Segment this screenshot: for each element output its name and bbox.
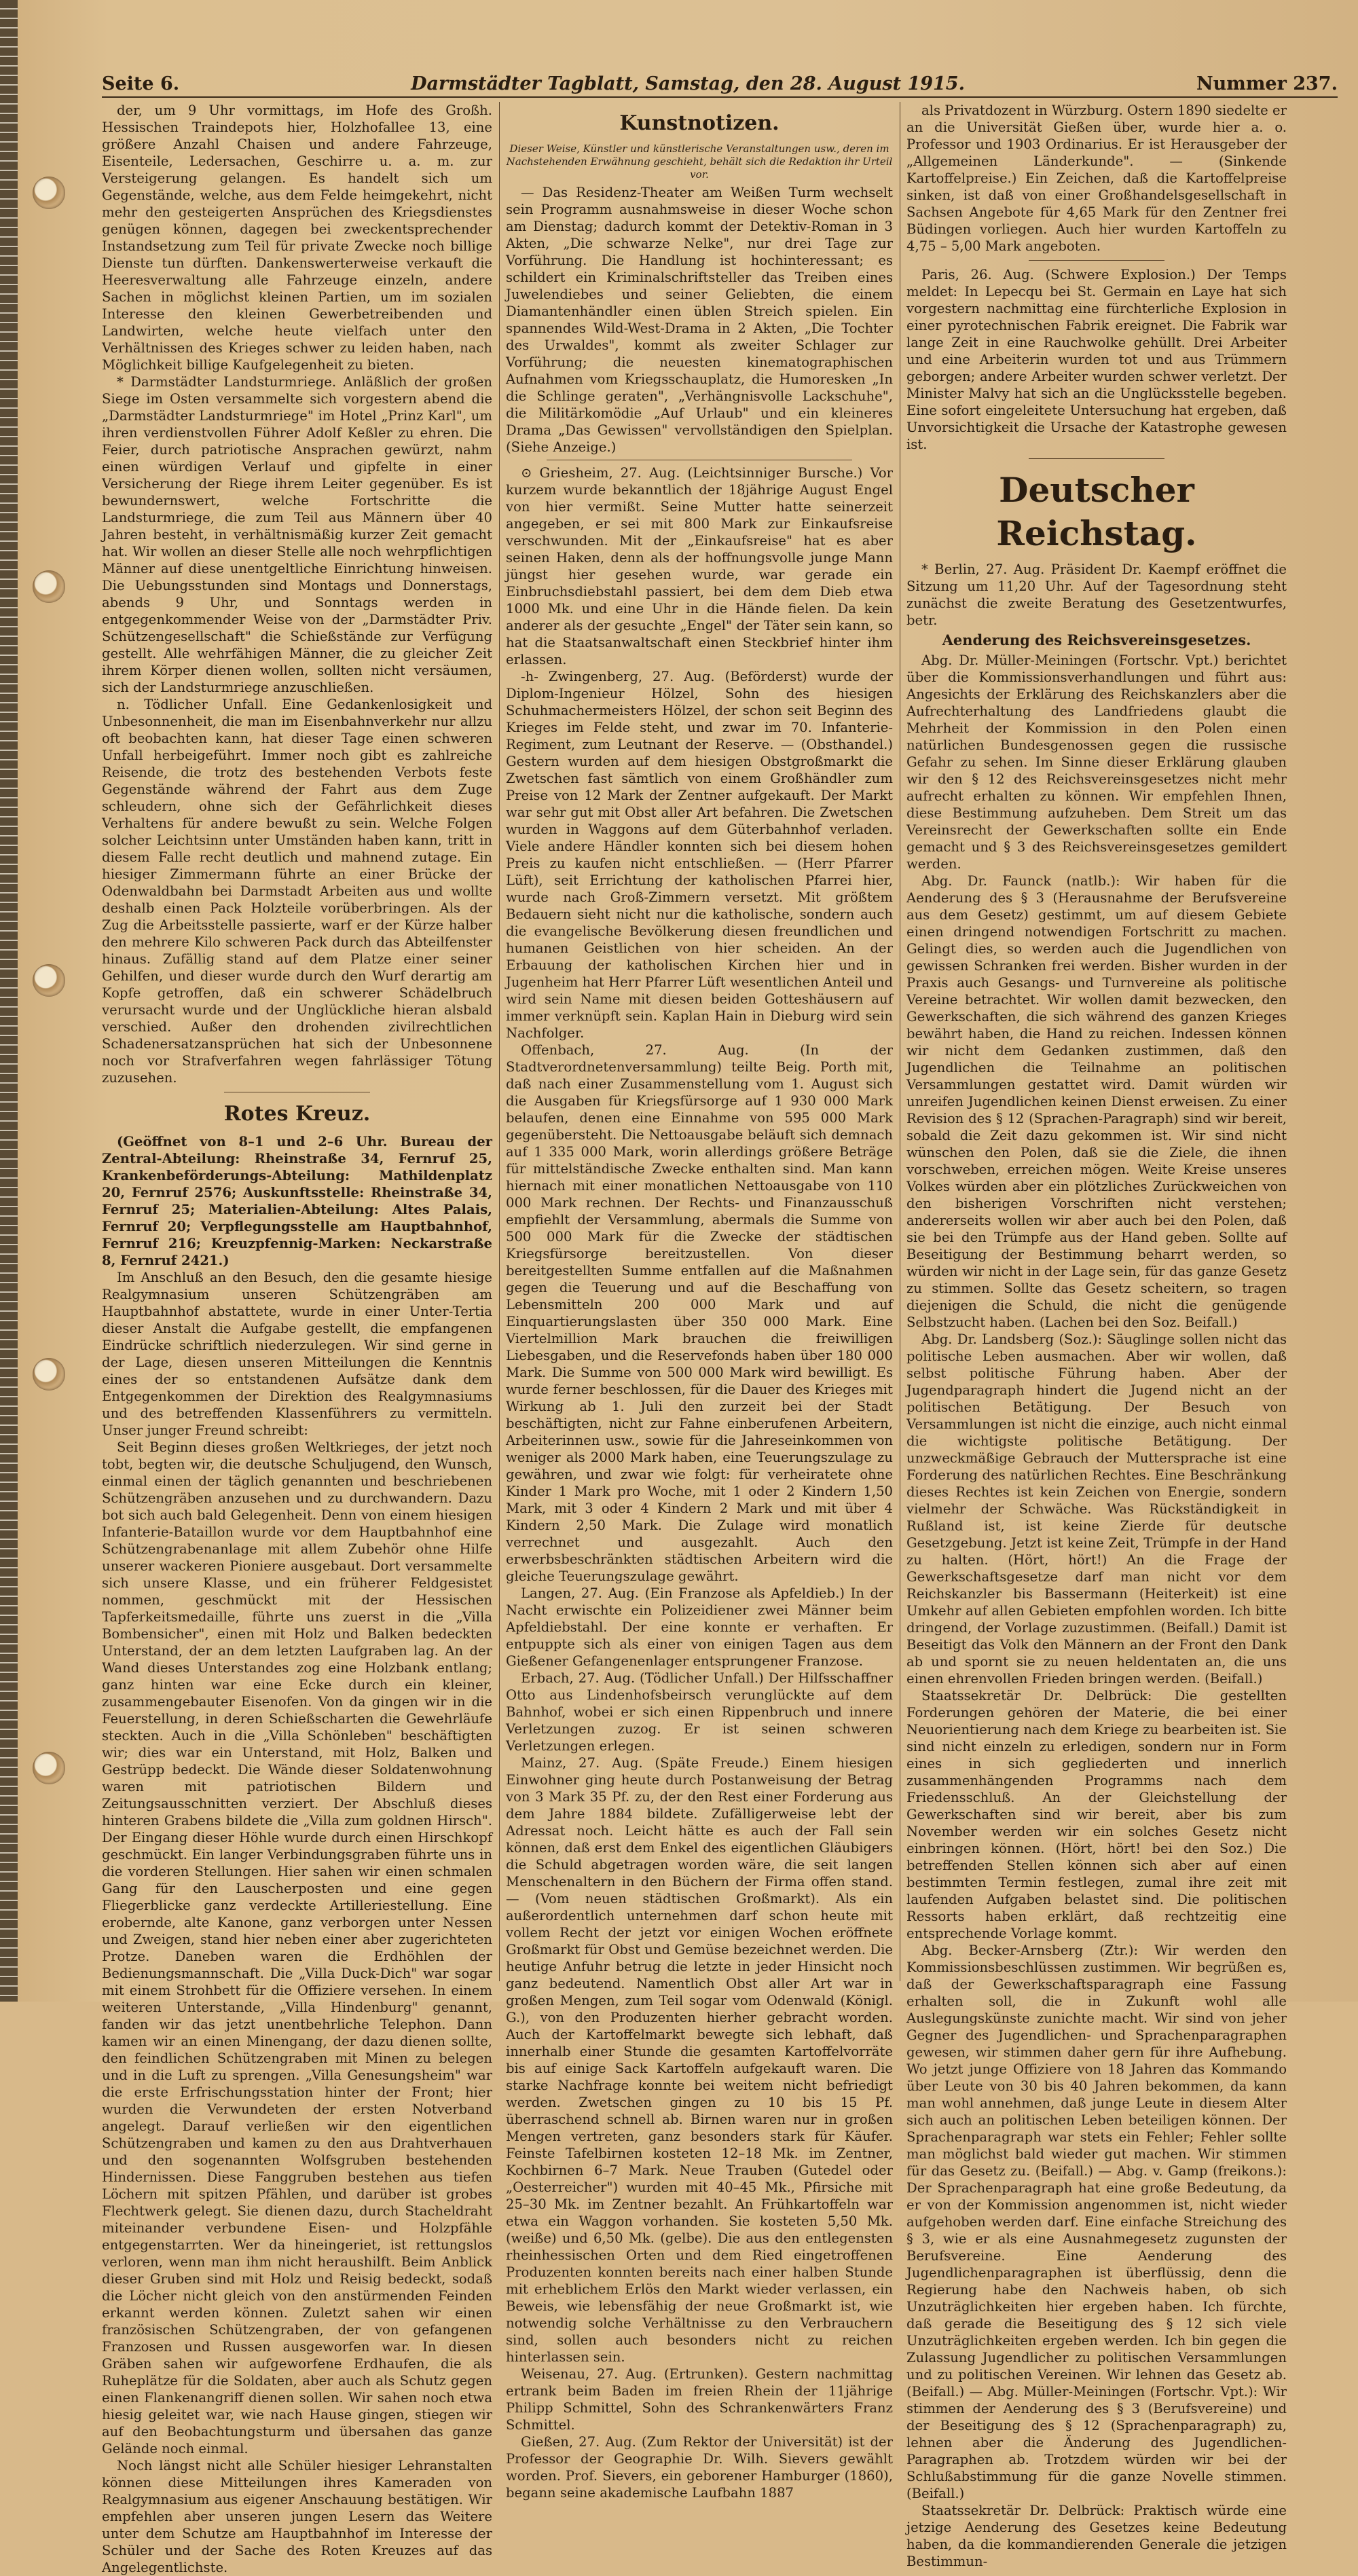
article-paragraph: n. Tödlicher Unfall. Eine Gedankenlosigkeit und Unbesonnenheit, die man im Eisenbahnverkehr nur allzu oft beobachten kann, hat dieser Tage einen schweren Unfall herbeigeführt. Immer noch gibt es zahlreiche Reisende, die trotz des bestehenden Verbots feste Gegenstände während der Fahrt aus dem Zuge schleudern, ohne sich der Gefährlichkeit dieses Verhaltens für andere bewußt zu sein. Welche Folgen solcher Leichtsinn unter Umständen haben kann, tritt in diesem Falle recht deutlich und mahnend zutage. Ein hiesiger Zimmermann führte an einer Brücke der Odenwaldbahn bei Darmstadt Arbeiten aus und wollte deshalb einen Pack Holzteile vorüberbringen. Als der Zug die Arbeitsstelle passierte, warf er der Kürze halber den mehrere Kilo schweren Pack durch das Abteilfenster hinaus. Zufällig stand auf dem Platze einer seiner Gehilfen, und dieser wurde durch den Wurf derartig am Kopfe getroffen, daß ein schwerer Schädelbruch verursacht wurde und der Unglückliche hieran alsbald verschied. Außer den drohenden zivilrechtlichen Schadenersatzansprüchen hat sich der Unbesonnene noch vor Strafverfahren wegen fahrlässiger Tötung zuzusehen. bbox=[102, 697, 492, 1086]
article-paragraph: Abg. Becker-Arnsberg (Ztr.): Wir werden den Kommissionsbeschlüssen zustimmen. Wir begrüßen es, daß der Gewerkschaftsparagraph eine Fassung erhalten soll, die in Zukunft wohl alle Auslegungskünste zunichte macht. Wir sind von jeher Gegner des Jugendlichen- und Sprachenparagraphen gewesen, wir stimmen daher gern für ihre Aufhebung. Wo jetzt junge Offiziere von 18 Jahren das Kommando über Leute von 30 bis 40 Jahren bekommen, da kann man wohl annehmen, daß junge Leute in diesem Alter sich auch an politischen Leben beteiligen können. Der Sprachenparagraph war stets ein Fehler; Fehler sollte man möglichst bald wieder gut machen. Wir stimmen für das Gesetz zu. (Beifall.) — Abg. v. Gamp (freikons.): Der Sprachenparagraph hat eine große Bedeutung, da er von der Kommission angenommen ist, nicht wieder aufgehoben werden darf. Eine einfache Streichung des § 3, wie er als eine Ausnahmegesetz zugunsten der Berufsvereine. Eine Aenderung des Jugendlichenparagraphen ist überflüssig, denn die Regierung habe den Nachweis haben, ob sich Unzuträglichkeiten hier ergeben haben. Ich fürchte, daß gerade die Beseitigung des § 12 sich viele Unzuträglichkeiten ergeben werden. Ich bin gegen die Zulassung Jugendlicher zu politischen Versammlungen und zu politischen Vereinen. Wir lehnen das Gesetz ab. (Beifall.) — Abg. Müller-Meiningen (Fortschr. Vpt.): Wir stimmen der Aenderung des § 3 (Berufsvereine) und der Beseitigung des § 12 (Sprachenparagraph) zu, lehnen aber die Änderung des Jugendlichen-Paragraphen ab. Trotzdem würden wir bei der Schlußabstimmung für die ganze Novelle stimmen. (Beifall.) bbox=[906, 1943, 1287, 2501]
column-1 bbox=[102, 102, 492, 2575]
article-paragraph: * Berlin, 27. Aug. Präsident Dr. Kaempf eröffnet die Sitzung um 11,20 Uhr. Auf der Tagesordnung steht zunächst die zweite Beratung des Gesetzentwurfes, betr. bbox=[906, 562, 1287, 628]
article-paragraph: Staatssekretär Dr. Delbrück: Praktisch würde eine jetzige Aenderung des Gesetzes keine Bedeutung haben, da die kommandierenden Generale die jetzigen Bestimmun- bbox=[906, 2503, 1287, 2569]
article-paragraph: Gießen, 27. Aug. (Zum Rektor der Universität) ist der Professor der Geographie Dr. Wilh. Sievers gewählt worden. Prof. Sievers, ein geborener Hamburger (1860), begann seine akademische Laufbahn 1887 bbox=[506, 2434, 893, 2501]
article-paragraph: der, um 9 Uhr vormittags, im Hofe des Großh. Hessischen Traindepots hier, Holzhofallee 13, eine größere Anzahl Chaisen und andere Fahrzeuge, Eisenteile, Ledersachen, Geschirre u. a. m. zur Versteigerung gelangen. Es handelt sich um Gegenstände, welche, aus dem Felde heimgekehrt, nicht mehr den gesteigerten Ansprüchen des Kriegsdienstes genügen können, dagegen bei zweckentsprechender Instandsetzung zum Teil für private Zwecke noch billige Dienste tun dürften. Dankenswerterweise verkauft die Heeresverwaltung alle Fahrzeuge einzeln, andere Sachen in möglichst kleinen Partien, um im sozialen Interesse den kleinen Gewerbetreibenden und Landwirten, welche heute vielfach unter den Verhältnissen des Krieges schwer zu leiden haben, nach Möglichkeit billige Kaufgelegenheit zu bieten. bbox=[102, 103, 492, 373]
article-paragraph: Im Anschluß an den Besuch, den die gesamte hiesige Realgymnasium unseren Schützengräben am Hauptbahnhof abstattete, wurde in einer Unter-Tertia dieser Anstalt die Aufgabe gestellt, die empfangenen Eindrücke schriftlich niederzulegen. Wir sind gerne in der Lage, diesen unseren Mitteilungen die Kenntnis eines der so entstandenen Aufsätze dank dem Entgegenkommen der Direktion des Realgymnasiums und des betreffenden Klassenführers zu vermitteln. Unser junger Freund schreibt: bbox=[102, 1270, 492, 1438]
article-paragraph: Noch längst nicht alle Schüler hiesiger Lehranstalten können diese Mitteilungen ihres Kameraden von Realgymnasium aus eigener Anschauung bestätigen. Wir empfehlen aber unseren jungen Lesern das Weitere unter dem Schutze am Hauptbahnhof im Interesse der Schüler und der Sache des Roten Kreuzes auf das Angelegentlichste. bbox=[102, 2458, 492, 2575]
article-paragraph: Langen, 27. Aug. (Ein Franzose als Apfeldieb.) In der Nacht erwischte ein Polizeidiener zwei Männer beim Apfeldiebstahl. Der eine konnte er verhaften. Er entpuppte sich als einer von einigen Tagen aus dem Gießener Gefangenenlager entsprungener Franzose. bbox=[506, 1585, 893, 1669]
article-paragraph: als Privatdozent in Würzburg. Ostern 1890 siedelte er an die Universität Gießen über, wurde hier a. o. Professor und 1903 Ordinarius. Er ist Herausgeber der „Allgemeinen Länderkunde". — (Sinkende Kartoffelpreise.) Ein Zeichen, daß die Kartoffelpreise sinken, ist daß von einer Großhandelsgesellschaft in Sachsen Angebote für 4,65 Mark für den Zentner frei Büdingen vorliegen. Auch hier wurden Kartoffeln zu 4,75 – 5,00 Mark angeboten. bbox=[906, 103, 1287, 254]
article-paragraph: Mainz, 27. Aug. (Späte Freude.) Einem hiesigen Einwohner ging heute durch Postanweisung der Betrag von 3 Mark 35 Pf. zu, der den Rest einer Forderung aus dem Jahre 1884 bildete. Zufälligerweise lebt der Adressat noch. Leicht hätte es auch der Fall sein können, daß erst dem Enkel des eigentlichen Gläubigers die Schuld abgetragen worden wäre, die seit langen Menschenaltern in den Büchern der Firma offen stand. — (Vom neuen städtischen Großmarkt). Als ein außerordentlich unternehmen darf schon heute mit vollem Recht der jetzt vor einigen Wochen eröffnete Großmarkt für Obst und Gemüse bezeichnet werden. Die heutige Anfuhr betrug die letzte in jeder Hinsicht noch ganz bedeutend. Namentlich Obst aller Art war in großen Mengen, zum Teil sogar vom Odenwald (Königl. G.), von den Produzenten hierher gebracht worden. Auch der Kartoffelmarkt bewegte sich lebhaft, daß innerhalb einer Stunde die gesamten Kartoffelvorräte bis auf einige Sack Kartoffeln aufgekauft waren. Die starke Nachfrage konnte bei weitem nicht befriedigt werden. Zwetschen gingen zu 10 bis 15 Pf. überraschend schnell ab. Birnen waren nur in großen Mengen vertreten, ganz besonders stark für Käufer. Feinste Tafelbirnen kosteten 12–18 Mk. im Zentner, Kochbirnen 6–7 Mark. Neue Trauben (Gutedel oder „Oesterreicher") wurden mit 40–45 Mk., Pfirsiche mit 25–30 Mk. im Zentner bezahlt. An Frühkartoffeln war etwa ein Waggon vorhanden. Sie kosteten 5,50 Mk. (weiße) und 6,50 Mk. (gelbe). Die aus den entlegensten rheinhessischen Orten und dem Ried eingetroffenen Produzenten konnten bereits nach einer halben Stunde mit erheblichem Erlös den Markt wieder verlassen, ein Beweis, wie lebensfähig der neue Großmarkt ist, wie notwendig solche Verhältnisse zu den Verbrauchern sind, sollen auch besonders nicht zu reichen hinterlassen sein. bbox=[506, 1755, 893, 2365]
page-header bbox=[102, 73, 1338, 98]
article-paragraph: Abg. Dr. Landsberg (Soz.): Säuglinge sollen nicht das politische Leben ausmachen. Aber wir wollen, daß selbst politische Führung haben. Aber der Jugendparagraph hindert die Jugend nicht an der politischen Betätigung. Der Besuch von Versammlungen ist nicht die einzige, auch nicht einmal die wichtigste politische Betätigung. Der unzweckmäßige Gebrauch der Muttersprache ist eine Forderung des natürlichen Rechtes. Eine Beschränkung dieses Rechtes ist kein Zeichen von Energie, sondern vielmehr der Schwäche. Was Rückständigkeit in Rußland ist, ist keine Zierde für deutsche Gesetzgebung. Jetzt ist keine Zeit, Trümpfe in der Hand zu halten. (Hört, hört!) An die Frage der Gewerkschaftsgesetze darf man nicht vor dem Reichskanzler bis Bassermann (Heiterkeit) ist eine Umkehr auf allen Gebieten empfohlen worden. Ich bitte dringend, der Vorlage zuzustimmen. (Beifall.) Damit ist Beseitigt das Volk den Männern an der Front den Dank ab und spornt sie zu neuen heldentaten an, die uns einen ehrenvollen Frieden bringen werden. (Beifall.) bbox=[906, 1331, 1287, 1687]
article-paragraph: ⊙ Griesheim, 27. Aug. (Leichtsinniger Bursche.) Vor kurzem wurde bekanntlich der 18jährige August Engel von hier vermißt. Seine Mutter hatte seinerzeit angegeben, er sei mit 800 Mark zur Einkaufsreise verschwunden. Mit der „Einkaufsreise" hat es aber seinen Haken, denn als der hoffnungsvolle junge Mann jüngst hier gesehen wurde, war gerade ein Einbruchsdiebstahl passiert, bei dem dem Dieb etwa 1000 Mk. und eine Uhr in die Hände fielen. Da kein anderer als der gesuchte „Engel" der Täter sein kann, so hat die Staatsanwaltschaft einen Steckbrief hinter ihm erlassen. bbox=[506, 465, 893, 667]
newspaper-masthead: Darmstädter Tagblatt, Samstag, den 28. August 1915. bbox=[411, 73, 965, 94]
article-paragraph: Staatssekretär Dr. Delbrück: Die gestellten Forderungen gehören der Materie, die bei einer Neuorientierung nach dem Kriege zu bearbeiten ist. Sie sind nicht einzeln zu erledigen, sondern nur in Form eines in sich gegliederten und innerlich zusammenhängenden Programms nach dem Friedensschluß. An der Gleichstellung der Gewerkschaften sind wir bereit, aber bis zum November werden wir ein solches Gesetz nicht einbringen können. (Hört, hört! bei den Soz.) Die betreffenden Stellen können sich aber auf einen bestimmten Termin festlegen, zumal ihre zeit mit laufenden Aufgaben belastet sind. Die politischen Ressorts haben erklärt, daß rechtzeitig eine entsprechende Vorlage kommt. bbox=[906, 1688, 1287, 1941]
section-title-kunstnotizen: Kunstnotizen. bbox=[619, 111, 779, 135]
article-paragraph: — Das Residenz-Theater am Weißen Turm wechselt sein Programm ausnahmsweise in dieser Woche schon am Dienstag; dadurch kommt der Detektiv-Roman in 3 Akten, „Die schwarze Nelke", nur drei Tage zur Vorführung. Die Handlung ist hochinteressant; es schildert ein Kriminalschriftsteller das Treiben eines Juwelendiebes und seiner Geliebten, die einem Diamantenhändler einen üblen Streich spielen. Ein spannendes Wild-West-Drama in 2 Akten, „Die Tochter des Urwaldes", kommt als zweiter Schlager zur Vorführung; die neuesten kinematographischen Aufnahmen vom Kriegsschauplatz, die Humoresken „In die Schlinge geraten", „Verhängnisvolle Lackschuhe", die Militärkomödie „Auf Urlaub" und ein kleineres Drama „Das Gewissen" vervollständigen den Spielplan. (Siehe Anzeige.) bbox=[506, 185, 893, 455]
separator bbox=[1029, 260, 1164, 261]
column-rule bbox=[499, 102, 500, 1981]
column-2 bbox=[506, 102, 893, 2501]
article-paragraph: * Darmstädter Landsturmriege. Anläßlich der großen Siege im Osten versammelte sich vorgestern abend die „Darmstädter Landsturmriege" im Hotel „Prinz Karl", um ihren verdienstvollen Führer Adolf Keßler zu ehren. Die Feier, durch patriotische Ansprachen gewürzt, nahm einen würdigen Verlauf und gipfelte in einer Versicherung der Riege ihrem Leiter gegenüber. Es ist bewundernswert, welche Fortschritte die Landsturmriege, die zum Teil aus Männern über 40 Jahren besteht, in verhältnismäßig kurzer Zeit gemacht hat. Wir wollen an dieser Stelle alle noch wehrpflichtigen Männer auf diese unentgeltliche Einrichtung hinweisen. Die Uebungsstunden sind Montags und Donnerstags, abends 9 Uhr, und Sonntags werden in entgegenkommender Weise von der „Darmstädter Priv. Schützengesellschaft" die Schießstände zur Verfügung gestellt. Alle wehrfähigen Männer, die zu gleicher Zeit ihrem Körper dienen wollen, sollten nicht versäumen, sich der Landsturmriege anzuschließen. bbox=[102, 374, 492, 695]
article-paragraph: -h- Zwingenberg, 27. Aug. (Beförderst) wurde der Diplom-Ingenieur Hölzel, Sohn des hiesigen Schuhmachermeisters Hölzel, der schon seit Beginn des Krieges im Felde steht, und zwar im 70. Infanterie-Regiment, zum Leutnant der Reserve. — (Obsthandel.) Gestern wurden auf dem hiesigen Obstgroßmarkt die Zwetschen fast sämtlich von einem Großhändler zum Preise von 12 Mark der Zentner aufgekauft. Der Markt war sehr gut mit Obst aller Art befahren. Die Zwetschen wurden in Waggons auf dem Güterbahnhof verladen. Viele andere Händler konnten sich bei diesem hohen Preis zu kaufen nicht entschließen. — (Herr Pfarrer Lüft), seit Errichtung der katholischen Pfarrei hier, wurde nach Groß-Zimmern versetzt. Mit größtem Bedauern sieht nicht nur die katholische, sondern auch die evangelische Bevölkerung diesen freundlichen und humanen Geistlichen von hier scheiden. An der Erbauung der katholischen Kirchen hier und in Jugenheim hat Herr Pfarrer Lüft wesentlichen Anteil und wird sein Name mit diesen beiden Gotteshäusern auf immer verknüpft sein. Kaplan Hain in Dieburg wird sein Nachfolger. bbox=[506, 669, 893, 1041]
page-number: Seite 6. bbox=[102, 73, 180, 94]
section-title-rotes-kreuz: Rotes Kreuz. bbox=[223, 1102, 371, 1126]
article-paragraph: Erbach, 27. Aug. (Tödlicher Unfall.) Der Hilfsschaffner Otto aus Lindenhofsbeirsch verunglückte auf dem Bahnhof, wobei er sich einen Rippenbruch und innere Verletzungen zuzog. Er ist seinen schweren Verletzungen erlegen. bbox=[506, 1670, 893, 1754]
column-3 bbox=[906, 102, 1287, 2569]
office-hours-info: (Geöffnet von 8–1 und 2–6 Uhr. Bureau der Zentral-Abteilung: Rheinstraße 34, Fernruf 25, Krankenbeförderungs-Abteilung: Mathildenplatz 20, Fernruf 2576; Auskunftsstelle: Rheinstraße 34, Fernruf 25; Materialien-Abteilung: Altes Palais, Fernruf 20; Verpflegungsstelle am Hauptbahnhof, Fernruf 216; Kreuzpfennig-Marken: Neckarstraße 8, Fernruf 2421.) bbox=[102, 1134, 492, 1268]
article-paragraph: Abg. Dr. Müller-Meiningen (Fortschr. Vpt.) berichtet über die Kommissionsverhandlungen und führt aus: Angesichts der Erklärung des Reichskanzlers aber die Aufrechterhaltung des Landfriedens glaubt die Mehrheit der Kommission in den Polen einen natürlichen Bundesgenossen gegen die russische Gefahr zu sehen. Im Sinne dieser Erklärung glauben wir den § 12 des Reichsvereinsgesetzes nicht mehr aufrecht erhalten zu können. Wir empfehlen Ihnen, diese Bestimmung aufzuheben. Dem Streit um das Vereinsrecht der Gewerkschaften sollte ein Ende gemacht und § 3 des Reichsvereinsgesetzes gemildert werden. bbox=[906, 652, 1287, 872]
section-title-reichstag: Deutscher Reichstag. bbox=[996, 470, 1197, 553]
binding-spine bbox=[0, 0, 18, 2002]
article-paragraph: Seit Beginn dieses großen Weltkrieges, der jetzt noch tobt, begten wir, die deutsche Schuljugend, den Wunsch, einmal einen der täglich genannten und beschriebenen Schützengräben anzusehen und zu durchwandern. Dazu bot sich auch bald Gelegenheit. Denn von einem hiesigen Infanterie-Bataillon wurde vor dem Hauptbahnhof eine Schützengrabenanlage mit allem Zubehör ohne Hilfe unserer wackeren Pioniere ausgebaut. Dort versammelte sich unsere Klasse, und ein früherer Feldgesistet nommen, geschmückt mit der Hessischen Tapferkeitsmedaille, führte uns zuerst in die „Villa Bombensicher", einen mit Holz und Balken bedeckten Unterstand, der an dem letzten Laufgraben lag. An der Wand dieses Unterstandes zog eine Holzbank entlang; ganz hinten war eine Ecke durch ein kleiner, zusammengebauter Eisenofen. Von da gingen wir in die Feuerstellung, in deren Schießscharten die Gewehrläufe steckten. Auch in die „Villa Schönleben" beschäftigten wir; dies war ein Unterstand, mit Holz, Balken und Gestrüpp bedeckt. Die Wände dieser Soldatenwohnung waren mit patriotischen Bildern und Zeitungsausschnitten verziert. Der Abschluß dieses hinteren Grabens bildete die „Villa zum goldnen Hirsch". Der Eingang dieser Höhle wurde durch einen Hirschkopf geschmückt. Ein langer Verbindungsgraben führte uns in die vorderen Stellungen. Hier sahen wir einen schmalen Gang für den Lauscherposten und eine gegen Fliegerblicke ganz verdeckte Artilleriestellung. Eine erobernde, alte Kanone, ganz verborgen unter Nessen und Zweigen, stand hier neben einer aber zugerichteten Protze. Daneben waren die Erdhöhlen der Bedienungsmannschaft. Die „Villa Duck-Dich" war sogar mit einem Strohbett für die Offiziere versehen. In einem weiteren Unterstande, „Villa Hindenburg" genannt, fanden wir das jetzt unentbehrliche Telephon. Dann kamen wir an einen Minengang, der dazu dienen sollte, den feindlichen Schützengraben mit Minen zu belegen und in die Luft zu sprengen. „Villa Genesungsheim" war die erste Erfrischungsstation hinter der Front; hier wurden die Verwundeten der ersten Notverband angelegt. Darauf verließen wir den eigentlichen Schützengraben und kamen zu den aus Drahtverhauen und den sogenannten Wolfsgruben bestehenden Hindernissen. Diese Fanggruben bestehen aus tiefen Löchern mit spitzen Pfählen, und darüber ist grobes Flechtwerk gelegt. Sie dienen dazu, durch Stacheldraht miteinander verbundene Eisen- und Holzpfähle entgegenstarrten. Wer da hineingeriet, ist rettungslos verloren, wenn man ihm nicht heraushilft. Beim Anblick dieser Gruben sind mit Holz und Reisig bedeckt, sodaß die Löcher nicht gleich von den anstürmenden Feinden erkannt werden können. Zuletzt sahen wir einen französischen Schützengraben, der von gefangenen Franzosen und Russen ausgeworfen war. In diesen Gräben sahen wir aufgeworfene Erdhaufen, die als Ruheplätze für die Soldaten, aber auch als Schutz gegen einen Flankenangriff dienen sollen. Wir sahen noch etwa hiesig geleitet war, wie nach Hause gingen, stiegen wir auf den Beobachtungsturm und übersahen das ganze Gelände noch einmal. bbox=[102, 1439, 492, 2457]
article-paragraph: Abg. Dr. Faunck (natlb.): Wir haben für die Aenderung des § 3 (Herausnahme der Berufsvereine aus dem Gesetz) gestimmt, um auf diesem Gebiete einen dringend notwendigen Fortschritt zu machen. Gelingt dies, so werden auch die Jugendlichen von gewissen Schranken frei werden. Bisher wurden in der Praxis auch Gesangs- und Turnvereine als politische Vereine betrachtet. Wir wollen damit bezwecken, den Gewerkschaften, die sich während des ganzen Krieges bewährt haben, die Hand zu reichen. Indessen können wir nicht dem Gedanken zustimmen, daß den Jugendlichen die Teilnahme an politischen Versammlungen gestattet wird. Damit würden wir unreifen Jugendlichen keinen Dienst erweisen. Zu einer Revision des § 12 (Sprachen-Paragraph) sind wir bereit, sobald die Zeit dazu gekommen ist. Wir sind nicht wünschen den Polen, daß sie die Ziele, die ihnen vorschweben, erreichen mögen. Weite Kreise unseres Volkes würden aber ein plötzliches Zurückweichen von den bisherigen Vorschriften nicht verstehen; andererseits wollen wir aber auch bei den Polen, daß sie bei den Trümpfe aus der Hand geben. Sollte auf Beseitigung der Bestimmung beharrt werden, so würden wir nicht in der Lage sein, für das ganze Gesetz zu stimmen. Sollte das Gesetz scheitern, so tragen diejenigen die Schuld, die nicht die genügende Selbstzucht haben. (Lachen bei den Soz. Beifall.) bbox=[906, 873, 1287, 1330]
article-paragraph: Weisenau, 27. Aug. (Ertrunken). Gestern nachmittag ertrank beim Baden im freien Rhein der 11jährige Philipp Schmittel, Sohn des Schrankenwärters Franz Schmittel. bbox=[506, 2366, 893, 2433]
article-paragraph: Paris, 26. Aug. (Schwere Explosion.) Der Temps meldet: In Lepecqu bei St. Germain en Laye hat sich vorgestern nachmittag eine fürchterliche Explosion in einer pyrotechnischen Fabrik ereignet. Die Fabrik war lange Zeit in eine Rauchwolke gehüllt. Drei Arbeiter und eine Arbeiterin wurden tot und aus Trümmern geborgen; andere Arbeiter wurden schwer verletzt. Der Minister Malvy hat sich an die Unglücksstelle begeben. Eine sofort eingeleitete Untersuchung hat ergeben, daß Unvorsichtigkeit die Ursache der Katastrophe gewesen ist. bbox=[906, 267, 1287, 452]
issue-number: Nummer 237. bbox=[1196, 73, 1338, 94]
separator bbox=[1029, 458, 1164, 459]
article-paragraph: Offenbach, 27. Aug. (In der Stadtverordnetenversammlung) teilte Beig. Porth mit, daß nach einer Zusammenstellung vom 1. August sich die Ausgaben für Kriegsfürsorge auf 1 930 000 Mark belaufen, denen eine Einnahme von 595 000 Mark gegenübersteht. Die Nettoausgabe beläuft sich demnach auf 1 335 000 Mark, worin allerdings größere Beträge für mittelständische Zwecke enthalten sind. Man kann hiernach mit einer monatlichen Nettoausgabe von 110 000 Mark rechnen. Der Rechts- und Finanzausschuß empfiehlt der Versammlung, abermals die Summe von 500 000 Mark für die Zwecke der städtischen Kriegsfürsorge bereitzustellen. Von dieser bereitgestellten Summe entfallen auf die Maßnahmen gegen die Teuerung und auf die Beschaffung von Lebensmitteln 200 000 Mark und auf Einquartierungslasten über 350 000 Mark. Eine Viertelmillion Mark brauchen die freiwilligen Liebesgaben, und die Reservefonds haben über 180 000 Mark. Die Summe von 500 000 Mark wird bewilligt. Es wurde ferner beschlossen, für die Dauer des Krieges mit Wirkung ab 1. Juli den zurzeit bei der Stadt beschäftigten, nicht zur Fahne einberufenen Arbeitern, Arbeiterinnen usw., sowie für die Jahreseinkommen von weniger als 2000 Mark haben, eine Teuerungszulage zu gewähren, und zwar wie folgt: für verheiratete ohne Kinder 1 Mark pro Woche, mit 1 oder 2 Kindern 1,50 Mark, mit 3 oder 4 Kindern 2 Mark und mit über 4 Kindern 2,50 Mark. Die Zulage wird monatlich verrechnet und ausgezahlt. Auch den erwerbsbeschränkten städtischen Arbeitern wird die gleiche Teuerungszulage gewährt. bbox=[506, 1042, 893, 1584]
editorial-note: Dieser Weise, Künstler und künstlerische Veranstaltungen usw., deren im Nachstehenden Erwähnung geschieht, behält sich die Redaktion ihr Urteil vor. bbox=[506, 143, 893, 181]
binding-rings bbox=[20, 0, 81, 2002]
subheading-vereinsgesetz: Aenderung des Reichsvereinsgesetzes. bbox=[942, 631, 1251, 648]
